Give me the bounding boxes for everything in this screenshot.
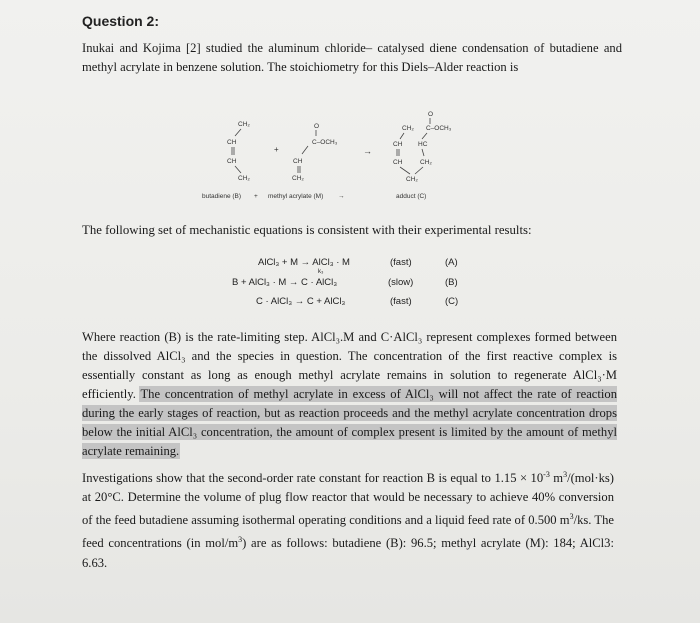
problem-statement xyxy=(82,465,614,573)
problem-text-e: ) are as follows: butadiene (B): 96.5; methyl acrylate (M): 184; AlCl3: 6.63. xyxy=(82,536,614,570)
adduct-ch2-bottom: CH₂ xyxy=(406,176,418,183)
question-title: Question 2: xyxy=(82,13,160,29)
diels-alder-reaction-diagram xyxy=(180,108,500,194)
butadiene-ch2-bottom: CH₂ xyxy=(238,175,250,182)
problem-text-c: /(mol·ks) at 20°C. Determine the volume of plug flow reactor that would be necessary to achieve 40% conversion of the feed butadiene assuming isothermal operating conditions and a liquid feed rate of 0.500 m xyxy=(82,471,614,528)
butadiene-ch-1: CH xyxy=(227,139,237,146)
equation-a: AlCl₃ + M → AlCl₃ · M xyxy=(258,257,350,268)
highlighted-text: The concentration of methyl acrylate in excess of AlCl₃ will not affect the rate of reaction during the early stages of reaction, but as reaction proceeds and the methyl acrylate concentration drops below the initial AlCl₃ concentration, the amount of complex present is limited by the amount of methyl acrylate remaining. xyxy=(82,387,617,458)
butadiene-ch-2: CH xyxy=(227,158,237,165)
reaction-arrow: → xyxy=(363,146,372,156)
problem-text-a: Investigations show that the second-order rate constant for reaction B is equal to 1.15 × 10 xyxy=(82,471,544,486)
equation-c-rate: (fast) xyxy=(390,296,412,307)
caption-plus: + xyxy=(254,193,258,200)
adduct-c-och3: C–OCH₃ xyxy=(426,125,452,132)
caption-adduct: adduct (C) xyxy=(396,193,427,200)
butadiene-ch2-top: CH₂ xyxy=(238,121,250,128)
equation-b-rate: (slow) xyxy=(388,277,414,288)
equation-c-label: (C) xyxy=(445,296,459,307)
acrylate-c-och3: C–OCH₃ xyxy=(312,139,338,146)
equation-a-label: (A) xyxy=(445,257,458,268)
equation-b-label: (B) xyxy=(445,277,458,288)
mechanism-paragraph-text: Where reaction (B) is the rate-limiting step. AlCl₃.M and C·AlCl₃ represent complexes formed between the dissolved AlCl₃ and the species in question. The concentration of the first reactive complex is essentially constant as long as enough methyl acrylate remains in solution to regenerate AlCl₃·M efficiently. xyxy=(82,330,617,401)
exponent-4: 3 xyxy=(238,535,243,545)
problem-text-b: m xyxy=(549,471,564,486)
adduct-o: O xyxy=(428,111,434,118)
adduct-ch2-right: CH₂ xyxy=(420,159,432,166)
equation-b-rate-constant: k₃ xyxy=(318,269,324,275)
adduct-hc: HC xyxy=(418,141,428,148)
plus-sign: + xyxy=(274,145,279,154)
acrylate-ch2: CH₂ xyxy=(292,175,304,182)
exponent-3: 3 xyxy=(569,512,574,522)
adduct-ch-left-2: CH xyxy=(393,159,403,166)
mechanism-paragraph xyxy=(82,328,617,461)
equation-b: B + AlCl₃ · M → C · AlCl₃ xyxy=(232,277,338,288)
adduct-ch-left: CH xyxy=(393,141,403,148)
equation-a-rate: (fast) xyxy=(390,257,412,268)
caption-butadiene: butadiene (B) xyxy=(202,193,242,200)
adduct-ch2-a: CH₂ xyxy=(402,125,414,132)
mechanism-intro: The following set of mechanistic equations is consistent with their experimental results: xyxy=(82,223,532,237)
acrylate-o: O xyxy=(314,123,320,130)
caption-arrow: → xyxy=(338,193,345,200)
caption-acrylate: methyl acrylate (M) xyxy=(268,193,324,200)
equation-c: C · AlCl₃ → C + AlCl₃ xyxy=(256,296,346,307)
exponent-2: 3 xyxy=(563,470,568,479)
problem-text-d: /ks. The feed concentrations (in mol/m xyxy=(82,513,614,551)
exponent-1: -3 xyxy=(543,470,550,479)
acrylate-ch: CH xyxy=(293,158,303,165)
intro-paragraph: Inukai and Kojima [2] studied the aluminum chloride– catalysed diene condensation of butadiene and methyl acrylate in benzene solution. The stoichiometry for this Diels–Alder reaction is xyxy=(82,41,622,74)
